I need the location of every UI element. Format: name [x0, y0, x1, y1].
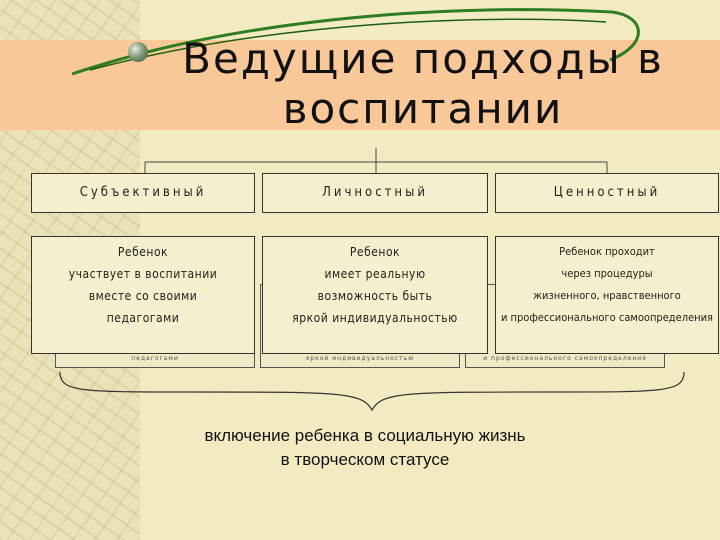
description-line: участвует в воспитании: [68, 267, 218, 281]
description-line: жизненного, нравственного: [533, 289, 681, 302]
description-line: возможность быть: [317, 289, 433, 303]
title-line-1: Ведущие подходы в: [182, 34, 664, 83]
conclusion-line-1: включение ребенка в социальную жизнь: [204, 426, 526, 445]
description-line: вместе со своими: [88, 289, 198, 303]
ghost-text-2: яркой индивидуальностью: [305, 355, 415, 362]
description-line: через процедуры: [561, 267, 653, 280]
description-line: имеет реальную: [324, 267, 426, 281]
approach-name: Ценностный: [553, 185, 661, 200]
description-line: Ребенок: [117, 245, 169, 259]
conclusion-line-2: в творческом статусе: [280, 450, 450, 469]
description-line: Ребенок проходит: [559, 245, 655, 258]
title-line-2: воспитании: [282, 84, 564, 133]
description-line: Ребенок: [349, 245, 401, 259]
description-line: яркой индивидуальностью: [292, 311, 458, 325]
ghost-text-1: педагогами: [131, 355, 179, 362]
ghost-text-3: и профессионального самоопределения: [483, 355, 647, 362]
description-line: и профессионального самоопределения: [500, 311, 714, 324]
description-line: педагогами: [106, 311, 180, 325]
approach-name: Личностный: [322, 185, 428, 200]
approach-name: Субъективный: [79, 185, 207, 200]
